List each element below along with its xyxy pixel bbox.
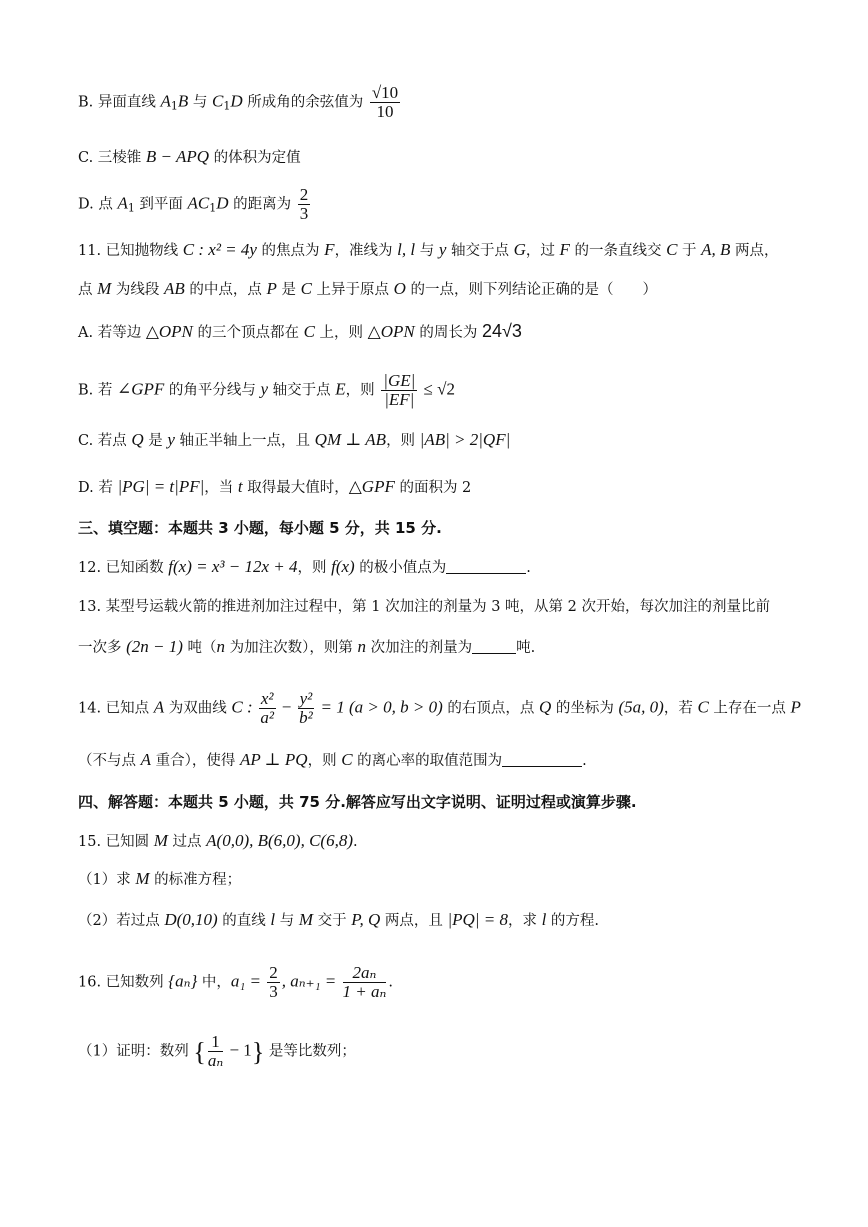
option-d-mid: 到平面 <box>134 196 188 213</box>
q15-part1: （1）求 M 的标准方程； <box>78 869 242 888</box>
q16: 16. 已知数列 {aₙ} 中，a₁ = $\frac{2}{3}$ , aₙ₊₁ = $\frac{\text{2aₙ}}{\text{1 + aₙ}}$ . <box>78 963 394 1001</box>
option-c <box>78 147 301 168</box>
section-4-heading: 四、解答题：本题共 5 小题，共 75 分.解答应写出文字说明、证明过程或演算步骤. <box>78 793 637 811</box>
q14-line1: 14. 已知点 A 为双曲线 C : $\frac{\text{x²}}{\text{a²}}$ − $\frac{\text{y²}}{\text{b²}}$ = 1 (a > 0, b > 0) 的右顶点，点 Q 的坐标为 (5a, 0)，若 C 上存在一点 P <box>78 689 801 727</box>
option-b: B. 异面直线 $A_1B$ 与 $C_1D$ 所成角的余弦值为 $\frac{√10}{10}$ <box>78 83 399 121</box>
option-b-text: B. 异面直线 <box>78 94 161 111</box>
fraction-x2-a2: $\frac{\text{x²}}{\text{a²}}$ <box>260 689 275 727</box>
answer-blank[interactable] <box>446 559 526 574</box>
fraction-2-3: $\frac{2}{3}$ <box>299 185 309 223</box>
q11-option-d: D. 若 |PG| = t|PF|，当 t 取得最大值时，△GPF 的面积为 2 <box>78 477 472 496</box>
math-a1: A <box>117 193 128 213</box>
math-b: B <box>177 91 189 111</box>
q11-line2: 点 M 为线段 AB 的中点，点 P 是 C 上异于原点 O 的一点，则下列结论正确的是（ ） <box>78 279 658 298</box>
fraction-y2-b2: $\frac{\text{y²}}{\text{b²}}$ <box>299 689 313 727</box>
option-d: D. 点 $A_1$ 到平面 $AC_1D$ 的距离为 $\frac{2}{3}$ <box>78 185 309 223</box>
q14-line2: （不与点 A 重合），使得 AP ⊥ PQ，则 C 的离心率的取值范围为 . <box>78 750 587 769</box>
parabola-eq: C : x² = 4y <box>182 240 257 259</box>
q12: 12. 已知函数 f(x) = x³ − 12x + 4，则 f(x) 的极小值点为 . <box>78 557 531 576</box>
q15-part2: （2）若过点 D(0,10) 的直线 l 与 M 交于 P, Q 两点，且 |PQ| = 8，求 l 的方程. <box>78 910 600 929</box>
option-b-tail: 所成角的余弦值为 <box>242 94 368 111</box>
fraction-1-over-an: $\frac{1}{\text{aₙ}}$ <box>207 1032 224 1070</box>
option-c-tail: 的体积为定值 <box>209 150 301 166</box>
fraction-recurrence: $\frac{\text{2aₙ}}{\text{1 + aₙ}}$ <box>342 963 387 1001</box>
math-a1: A <box>160 91 171 111</box>
math-pyramid: B − APQ <box>145 147 210 166</box>
math-d: D <box>230 91 243 111</box>
q13-line1: 13. 某型号运载火箭的推进剂加注过程中，第 1 次加注的剂量为 3 吨，从第 2 次开始，每次加注的剂量比前 <box>78 599 770 615</box>
conj: 与 <box>188 94 212 111</box>
answer-blank[interactable] <box>472 639 516 654</box>
q15: 15. 已知圆 M 过点 A(0,0), B(6,0), C(6,8). <box>78 831 358 850</box>
option-d-tail: 的距离为 <box>228 196 296 213</box>
q13-line2: 一次多 (2n − 1) 吨（n 为加注次数），则第 n 次加注的剂量为 吨. <box>78 637 536 656</box>
answer-blank[interactable] <box>502 752 582 767</box>
math-plane-d: D <box>216 193 229 213</box>
option-d-text: D. 点 <box>78 196 118 213</box>
fraction-2-3: $\frac{2}{3}$ <box>269 963 278 1001</box>
q11-line1: 11. 已知抛物线 C : x² = 4y 的焦点为 F，准线为 l, l 与 y 轴交于点 G，过 F 的一条直线交 C 于 A, B 两点， <box>78 240 779 259</box>
math-c1: C <box>211 91 224 111</box>
q11-option-a: A. 若等边 △OPN 的三个顶点都在 C 上，则 △OPN 的周长为 24√3 <box>78 321 522 341</box>
q11-option-c: C. 若点 Q 是 y 轴正半轴上一点，且 QM ⊥ AB，则 |AB| > 2|QF| <box>78 430 511 449</box>
fraction-ge-ef: $\frac{|GE|}{|EF|}$ <box>383 371 416 409</box>
fraction-sqrt10-over-10: $\frac{√10}{10}$ <box>371 83 399 121</box>
q11-option-b: B. 若 ∠GPF 的角平分线与 y 轴交于点 E，则 $\frac{|GE|}{|EF|}$ ≤ √2 <box>78 371 455 409</box>
q16-part1: （1）证明：数列 { $\frac{1}{\text{aₙ}}$ − 1} 是等比数列； <box>78 1032 356 1070</box>
option-c-text: C. 三棱锥 <box>78 150 146 166</box>
math-plane: AC <box>187 193 210 213</box>
section-3-heading: 三、填空题：本题共 3 小题，每小题 5 分，共 15 分. <box>78 519 442 537</box>
perimeter-value: 24√3 <box>481 321 522 341</box>
